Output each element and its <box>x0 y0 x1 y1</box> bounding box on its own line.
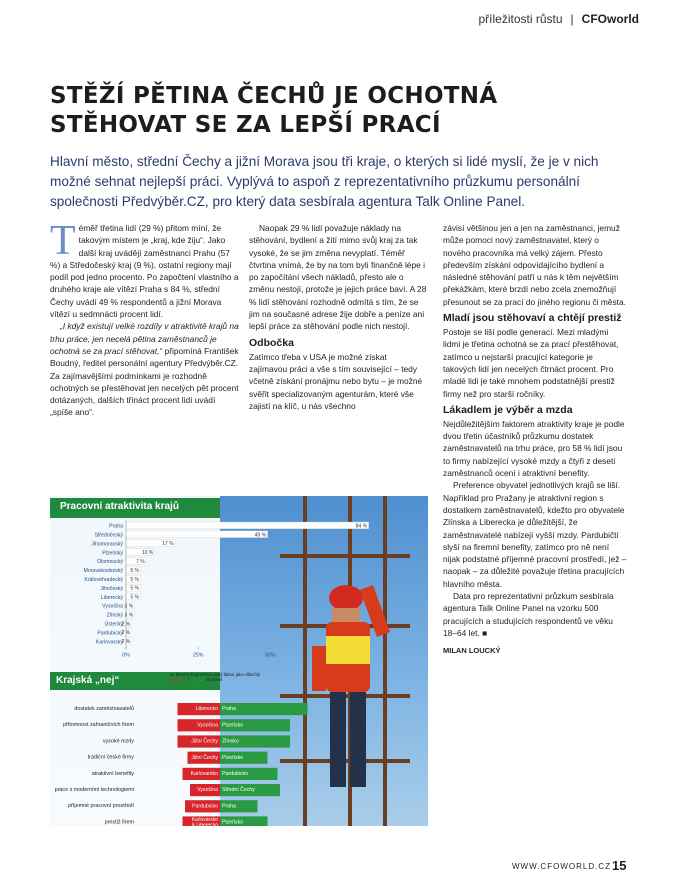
nej-most-label: Plzeňsko <box>222 819 244 826</box>
bar-category-label: Zlínský <box>106 612 123 619</box>
nej-title: Krajská „nej“ <box>56 675 120 686</box>
bar-value-label: 3 % <box>124 603 134 610</box>
nej-least-label: & Liberecko <box>191 822 218 829</box>
drop-cap: T <box>50 218 76 264</box>
bar-value-label: 5 % <box>130 594 139 601</box>
col3-paragraph-5: Data pro reprezentativní průzkum sesbírala agentura Talk Online Panel na vzorku 500 pracujících a studujících respondentů ve věku 18–64 let. <box>443 591 614 638</box>
bar-value-label: 2 % <box>121 639 131 646</box>
title-line-2: STĚHOVAT SE ZA LEPŠÍ PRACÍ <box>50 112 441 138</box>
nej-most-label: Praha <box>222 803 236 810</box>
nej-note-red: nejméně <box>170 677 187 683</box>
bar-category-label: Ústecký <box>104 621 123 628</box>
nej-factor-label: atraktivní benefity <box>91 770 134 777</box>
col3-paragraph-3: Nejdůležitějším faktorem atraktivity kraje je podle dvou třetin účastníků průzkumu dostatek zaměstnavatelů na trhu práce, pro 58 % lidí jsou to firmy nabízející vysoké mzdy a čtyři z deseti zaměstnanců ocení i atraktivní benefity. <box>443 418 625 479</box>
x-tick-label: 50% <box>265 652 276 659</box>
bar <box>126 531 268 538</box>
bar-category-label: Vysočina <box>102 603 123 610</box>
subheading-odbocka: Odbočka <box>249 336 294 349</box>
article-title <box>50 82 610 140</box>
bar-value-label: 5 % <box>130 585 139 592</box>
nej-factor-label: vysoké mzdy <box>102 738 134 745</box>
col2-paragraph-1: Naopak 29 % lidí považuje náklady na stěhování, bydlení a žití mimo svůj kraj za tak vysoké, že se jim změna nevyplatí. Téměř čtvrtina vnímá, že by na tom byli finančně lépe i po započítání všech nákladů, přesto ale o změnu nestojí, protože je jejich práce baví. A 28 % lidí stěhování rozhodně odmítá s tím, že se jim na současné adrese žije dobře a peníze ani lepší práce za stěhování podle nich nestojí. <box>249 223 427 332</box>
nej-factor-label: přítomnost zahraničních firem <box>62 722 134 729</box>
bar-category-label: Královéhradecký <box>84 577 123 583</box>
subheading-mladi: Mladí jsou stěhovaví a chtějí prestiž <box>443 312 622 325</box>
bar-category-label: Středočeský <box>94 532 123 539</box>
title-line-1: STĚŽÍ PĚTINA ČECHŮ JE OCHOTNÁ <box>50 83 498 109</box>
nej-most-label: Plzeňsko <box>222 754 244 761</box>
chart-title: Pracovní atraktivita krajů <box>60 501 179 512</box>
bar-category-label: Jihočeský <box>100 585 123 592</box>
bar-value-label: 2 % <box>121 630 131 637</box>
x-tick-label: 25% <box>193 652 204 659</box>
nej-legend-note <box>170 672 290 682</box>
nej-least-label: Jižní Čechy <box>191 754 218 761</box>
bar-value-label: 17 % <box>162 541 174 548</box>
col1-paragraph-1: éměř třetina lidí (29 %) přitom míní, že takovým místem je „kraj, kde žiju“. Jako další kraj uvádějí zaměstnanci Prahu (57 %) a Středočeský kraj (9 %), ostatní regiony mají podíl pod jedno procento. Po započtení vlastního a druhého kraje ale vítězí Praha s 84 %, střední Čechy uvádí 49 % respondentů a jižní Morava vítězí u sedmnácti procent lidí. <box>50 223 239 320</box>
nej-note-main: ve kterém kraji vnímá daný faktor jako důležitý <box>170 672 261 677</box>
nej-least-label: Pardubicko <box>192 803 218 810</box>
subheading-lakadlem: Lákadlem je výběr a mzda <box>443 403 573 416</box>
nej-least-label: Karlovarsko <box>191 816 218 823</box>
attractiveness-bar-chart <box>50 496 428 671</box>
bar-category-label: Praha <box>109 523 123 530</box>
krajska-nej-chart <box>50 692 428 829</box>
bar-category-label: Olomoucký <box>97 559 123 566</box>
infographic-figure <box>50 496 428 829</box>
text-column-1 <box>50 218 240 419</box>
nej-least-label: Karlovarsko <box>190 771 218 777</box>
footer-url: WWW.CFOWORLD.CZ <box>512 862 611 871</box>
nej-least-label: Vysočina <box>197 722 218 729</box>
nej-least-label: Liberecko <box>195 706 218 713</box>
col1-paragraph-2: připomíná František Boudný, ředitel personální agentury Předvýběr.CZ. Za zajímavějšími podmínkami je rozhodně ochotných se přestěhovat jen necelých pět procent dotázaných, dalších třináct procent lidí uvádí „spíše ano“. <box>50 345 239 418</box>
bar-value-label: 7 % <box>136 559 145 565</box>
nej-factor-label: dostatek zaměstnavatelů <box>74 706 134 712</box>
quote-text: „I když existují velké rozdíly v atraktivitě krajů na trhu práce, jen necelá pětina zaměstnanců je ochotná se za prací stěhovat,“ <box>50 321 239 356</box>
bar-category-label: Pardubický <box>97 630 123 637</box>
bar-value-label: 49 % <box>254 532 267 539</box>
section-label: příležitosti růstu <box>478 12 563 26</box>
col3-paragraph-1: závisí většinou jen a jen na zaměstnanci, jemuž může pomoci nový zaměstnavatel, který o nového pracovníka má velký zájem. Přesto především získání odpovídajícího bydlení a následné stěhování patří u nás k těm největším překážkám, které brzdí nebo zcela znemožňují přesunout se za prací do jiného regionu či města. <box>443 223 626 307</box>
bar-value-label: 2 % <box>121 621 131 628</box>
nej-note-slash: / <box>186 677 191 683</box>
page-number: 15 <box>612 858 627 873</box>
article-lead: Hlavní město, střední Čechy a jižní Morava jsou tři kraje, o kterých si lidé myslí, že je v nich možné sehnat nejlepší práci. Vyplývá to aspoň z reprezentativního průzkumu personální společnosti Předvýběr.CZ, pro který data sesbírala agentura Talk Online Panel. <box>50 154 599 209</box>
col3-paragraph-2: Postoje se liší podle generací. Mezi mladými lidmi je třetina ochotná se za prací přestěhovat, zatímco u nejstarší pracující kategorie je takových lidí jen necelých čtrnáct procent. Pro mladé lidi je také mnohem podstatnější prestiž firmy než pro starší ročníky. <box>443 327 619 399</box>
nej-note-tail: obyvatel <box>204 677 223 683</box>
bar-value-label: 5 % <box>130 567 139 574</box>
nej-most-label: Plzeňsko <box>222 722 244 729</box>
nej-note-green: nejvíce <box>190 677 205 683</box>
nej-factor-label: práce s moderními technologiemi <box>54 787 134 793</box>
nej-factor-label: prestiž firem <box>104 819 134 826</box>
header-separator: | <box>570 12 574 26</box>
bar-value-label: 5 % <box>130 576 139 583</box>
bar-value-label: 3 % <box>124 612 134 619</box>
bar-category-label: Plzeňský <box>102 550 123 557</box>
nej-factor-label: tradiční české firmy <box>87 754 134 761</box>
logo-rest: world <box>607 12 639 26</box>
cfoworld-logo <box>582 12 639 26</box>
logo-bold: CFO <box>581 12 607 26</box>
bar-category-label: Liberecký <box>100 594 123 601</box>
page-header <box>479 12 640 26</box>
text-column-2 <box>249 222 427 412</box>
col3-paragraph-4: Preference obyvatel jednotlivých krajů se liší. Například pro Pražany je atraktivní region s dostatkem zaměstnavatelů, kdežto pro obyvatele Zlínska a Liberecka je důležitější, že zaměstnavatelé nabízejí vyšší mzdy. Pardubičtí slyší na firemní benefity, zatímco pro ně není nijak podstatné příjemné pracovní prostředí, jež – naopak – za důležité považuje třetina pracujících hlavního města. <box>443 480 627 589</box>
bar-category-label: Karlovarský <box>95 639 123 646</box>
nej-most-label: Střední Čechy <box>222 787 255 794</box>
bar <box>126 522 369 529</box>
nej-most-label: Zlínsko <box>222 738 239 745</box>
nej-least-label: Vysočina <box>197 787 218 794</box>
nej-least-label: Jižní Čechy <box>191 738 218 745</box>
nej-most-label: Pardubicko <box>222 771 248 777</box>
author-name: MILAN LOUCKÝ <box>443 646 501 656</box>
text-column-3 <box>443 222 627 658</box>
nej-factor-label: příjemné pracovní prostředí <box>68 803 134 810</box>
x-tick-label: 0% <box>122 652 130 659</box>
col2-paragraph-2: Zatímco třeba v USA je možné získat zajímavou práci a vše s tím související – tedy včetně získání pronájmu nebo bytu – je možné svěřit specializovaným agenturám, které vše zajistí na klíč, u nás všechno <box>249 351 423 411</box>
bar-category-label: Moravskoslezský <box>83 568 123 575</box>
end-mark: ■ <box>482 627 488 638</box>
bar-category-label: Jihomoravský <box>91 541 123 548</box>
bar-value-label: 84 % <box>355 523 368 530</box>
bar-value-label: 10 % <box>141 550 154 557</box>
nej-most-label: Praha <box>222 706 236 713</box>
